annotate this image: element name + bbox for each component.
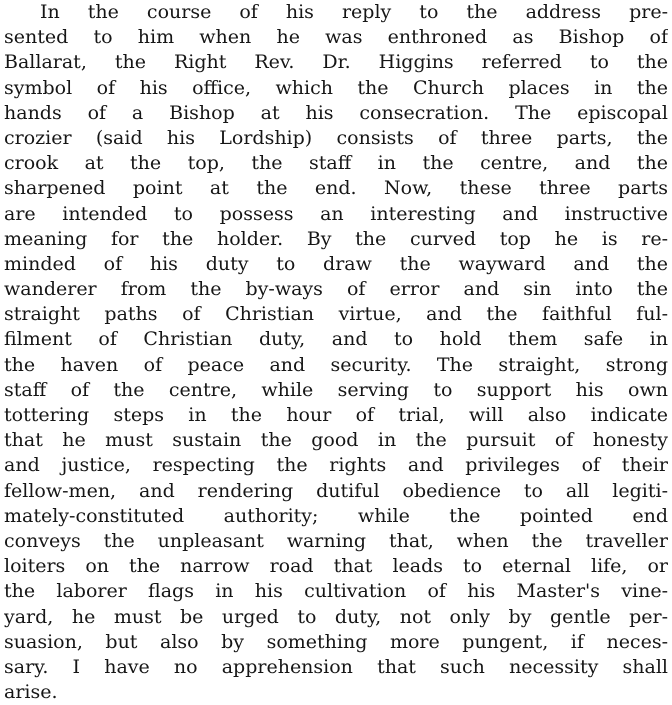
article-line: sented to him when he was enthroned as Bishop of — [4, 26, 668, 49]
article-line: In the course of his reply to the address pre- — [40, 1, 668, 23]
article-line: that he must sustain the good in the pursuit of honesty — [4, 429, 668, 452]
article-line: sary. I have no apprehension that such necessity shall — [4, 655, 668, 678]
article-line: arise. — [4, 681, 58, 704]
article-line: sharpened point at the end. Now, these three parts — [4, 177, 668, 200]
article-line: fellow-men, and rendering dutiful obedience to all legiti- — [4, 479, 668, 502]
article-line: are intended to possess an interesting and instructive — [4, 202, 668, 225]
article-line: loiters on the narrow road that leads to eternal life, or — [4, 555, 668, 578]
article-line: straight paths of Christian virtue, and the faithful ful- — [4, 303, 668, 326]
article-line: crook at the top, the staff in the centre, and the — [4, 152, 668, 175]
article-line: tottering steps in the hour of trial, will also indicate — [4, 404, 668, 426]
article-line: Ballarat, the Right Rev. Dr. Higgins referred to the — [4, 51, 668, 74]
article-body — [4, 0, 668, 705]
article-line: hands of a Bishop at his consecration. The episcopal — [4, 101, 668, 124]
article-line: the haven of peace and security. The straight, strong — [4, 353, 668, 376]
article-line: and justice, respecting the rights and privileges of their — [4, 454, 668, 477]
article-line: suasion, but also by something more pungent, if neces- — [4, 630, 668, 653]
article-line: the laborer flags in his cultivation of his Master's vine- — [4, 580, 668, 603]
article-line: symbol of his office, which the Church places in the — [4, 76, 668, 99]
article-line: conveys the unpleasant warning that, when the traveller — [4, 529, 668, 552]
article-line: staff of the centre, while serving to support his own — [4, 378, 668, 401]
article-line: meaning for the holder. By the curved top he is re- — [4, 227, 668, 250]
article-line: yard, he must be urged to duty, not only by gentle per- — [4, 605, 668, 628]
article-line: crozier (said his Lordship) consists of three parts, the — [4, 126, 668, 149]
article-line: mately-constituted authority; while the pointed end — [4, 504, 668, 527]
article-line: minded of his duty to draw the wayward and the — [4, 252, 668, 275]
article-line: wanderer from the by-ways of error and sin into the — [4, 278, 668, 301]
article-line: filment of Christian duty, and to hold them safe in — [4, 328, 668, 351]
